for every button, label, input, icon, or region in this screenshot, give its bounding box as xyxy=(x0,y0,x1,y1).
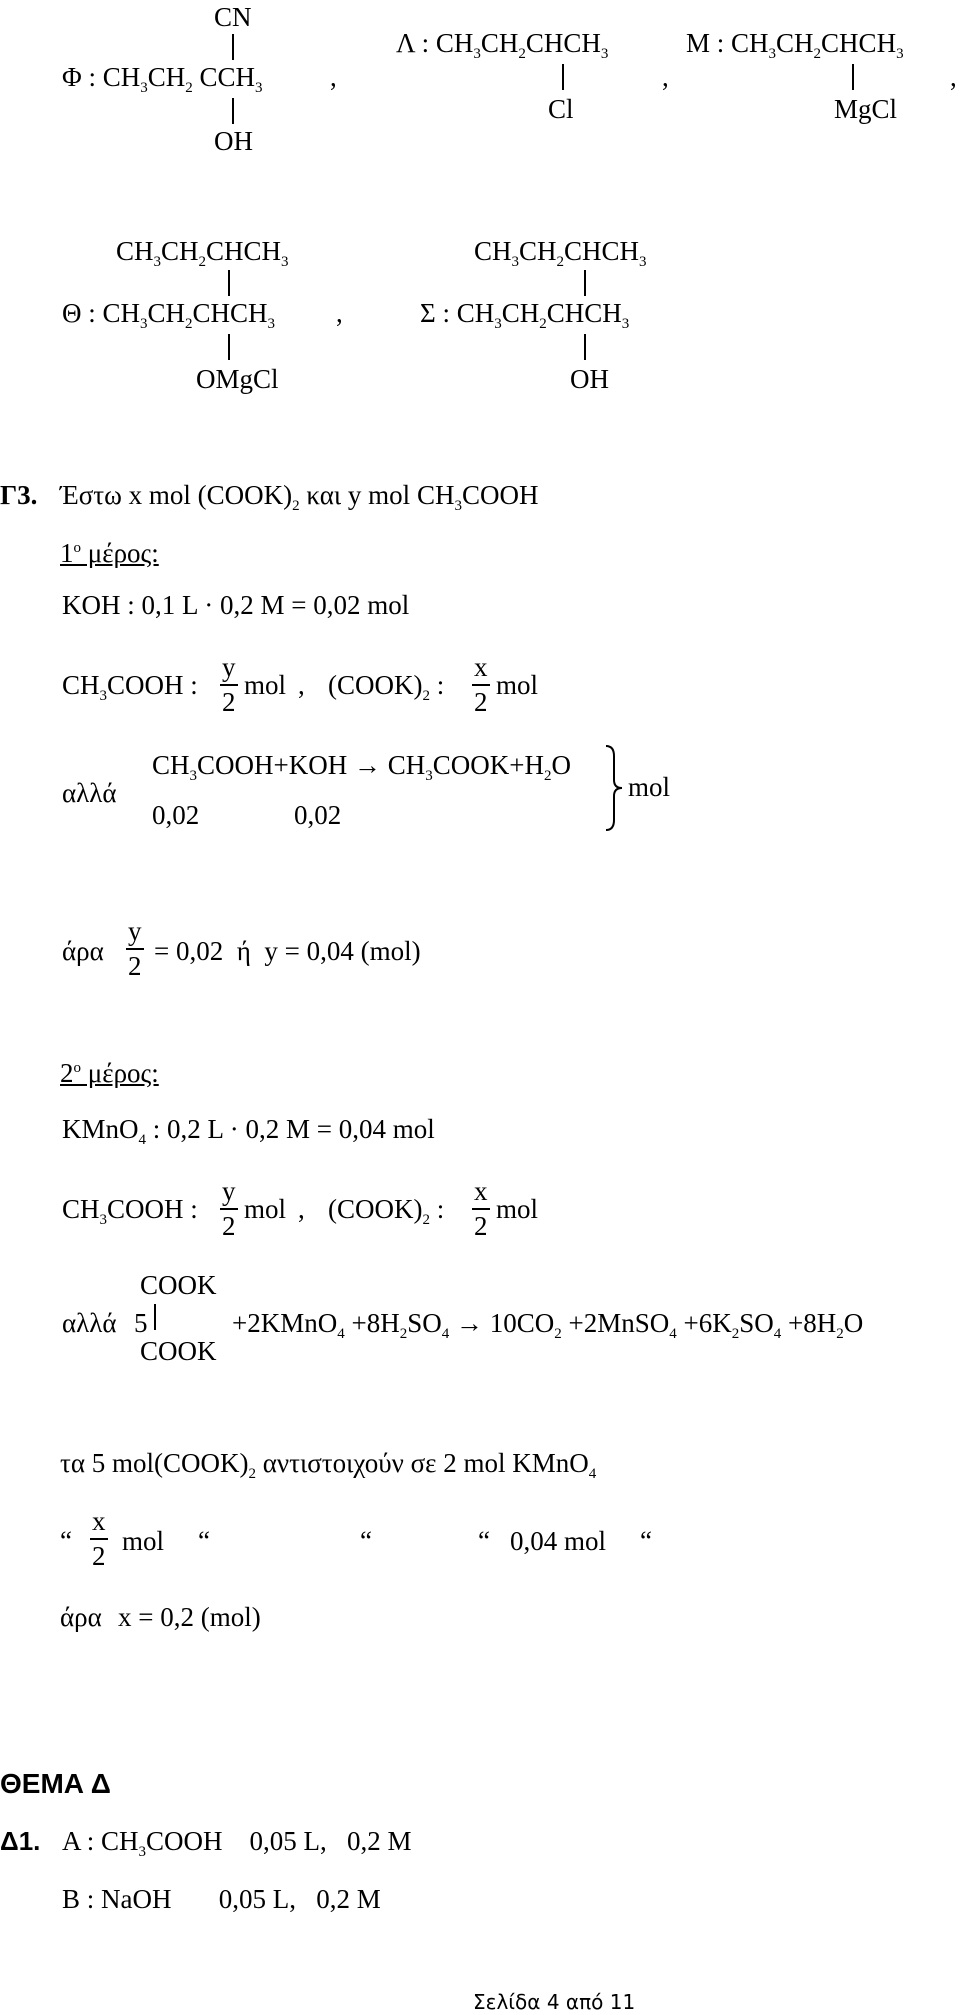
phi-bond-top xyxy=(232,34,234,60)
phi-bottom-group: OH xyxy=(214,126,253,156)
ch3cooh-amount-label-2: $CH_3COOH$ : xyxy=(62,1194,198,1228)
frac-bar xyxy=(90,1538,108,1540)
part2-heading: $2^o$ μέρος: xyxy=(60,1058,159,1088)
g3-intro: Έστω x mol $(COOK)_2$ και y mol $CH_3COOH$ xyxy=(60,480,539,514)
frac-bar xyxy=(220,684,238,686)
lambda-bottom-group: Cl xyxy=(548,94,574,124)
mol-unit: mol xyxy=(496,670,539,700)
frac-bar xyxy=(472,1208,490,1210)
stoich-line: τα 5 $mol(COOK)_2$ αντιστοιχούν σε 2 mol KMnO$_4$ xyxy=(60,1448,597,1482)
y-over-2-fraction xyxy=(220,654,238,716)
g3-label: Γ3. xyxy=(0,480,38,510)
ch3cooh-amount-label: $CH_3COOH$ : xyxy=(62,670,198,704)
mol-unit: mol xyxy=(244,1194,287,1224)
phi-comma: , xyxy=(330,62,337,92)
mol-unit: mol xyxy=(496,1194,539,1224)
frac-num: x xyxy=(474,1176,488,1206)
frac-num: x xyxy=(92,1506,106,1536)
moles-koh: 0,02 xyxy=(294,800,342,830)
mol-unit: mol xyxy=(122,1526,165,1556)
koh-line: KOH : 0,1 L · 0,2 M = 0,02 mol xyxy=(62,590,410,620)
theta-formula: Θ : $CH_3CH_2CHCH_3$ xyxy=(62,298,276,332)
sigma-formula: Σ : $CH_3CH_2CHCH_3$ xyxy=(420,298,630,332)
cook2-amount-label-2: $(COOK)_2$ : xyxy=(328,1194,445,1228)
right-brace-icon xyxy=(604,744,626,832)
ditto-mark-2: “ xyxy=(198,1526,210,1556)
mol-unit: mol xyxy=(244,670,287,700)
x-over-2-fraction-2 xyxy=(472,1178,490,1240)
kmno4-line: KMnO$_4$ : 0,2 L · 0,2 M = 0,04 mol xyxy=(62,1114,435,1148)
theta-bond-bottom xyxy=(228,334,230,360)
sigma-bond-bottom xyxy=(584,334,586,360)
frac-num: x xyxy=(474,652,488,682)
m-formula: M : $CH_3CH_2CHCH_3$ xyxy=(686,28,904,62)
frac-den: 2 xyxy=(92,1541,106,1571)
cook2-amount-label: $(COOK)_2$ : xyxy=(328,670,445,704)
brace-mol-unit: mol xyxy=(628,772,671,802)
moles-ch3cooh: 0,02 xyxy=(152,800,200,830)
thema-title: ΘΕΜΑ Δ xyxy=(0,1768,111,1799)
lambda-bond xyxy=(562,64,564,90)
alla-word-2: αλλά xyxy=(62,1308,117,1338)
ditto-mark-4: “ xyxy=(478,1526,490,1556)
theta-bottom-group: OMgCl xyxy=(196,364,279,394)
y-over-2-result-fraction xyxy=(126,918,144,980)
comma-sep: , xyxy=(298,670,305,700)
reaction-2: +2KMnO$_4$ $+8H_2SO_4 \to 10CO_2$ +2MnSO$_4$ $+6K_2SO_4 +8H_2O$ xyxy=(232,1308,864,1342)
m-bond xyxy=(852,64,854,90)
ditto-mark-3: “ xyxy=(360,1526,372,1556)
part1-heading: $1^o$ μέρος: xyxy=(60,538,159,568)
theta-comma: , xyxy=(336,298,343,328)
ditto-mark-1: “ xyxy=(60,1526,72,1556)
oxalate-bond xyxy=(154,1304,156,1330)
phi-formula: Φ : $CH_3CH_2$ $CCH_3$ xyxy=(62,62,263,96)
ara-word: άρα xyxy=(62,936,104,966)
y-result: = 0,02 ή y = 0,04 (mol) xyxy=(154,936,421,966)
oxalate-bottom: COOK xyxy=(140,1336,217,1366)
m-comma: , xyxy=(950,62,957,92)
comma-sep: , xyxy=(298,1194,305,1224)
frac-num: y xyxy=(222,1176,236,1206)
frac-bar xyxy=(220,1208,238,1210)
theta-bond-top xyxy=(228,270,230,296)
frac-den: 2 xyxy=(474,1211,488,1241)
frac-den: 2 xyxy=(222,687,236,717)
x-over-2-fraction xyxy=(472,654,490,716)
frac-den: 2 xyxy=(474,687,488,717)
d1-label: Δ1. xyxy=(0,1826,41,1856)
frac-num: y xyxy=(222,652,236,682)
m-bottom-group: MgCl xyxy=(834,94,898,124)
oxalate-top: COOK xyxy=(140,1270,217,1300)
phi-top-group: CN xyxy=(214,2,252,32)
page-number: Σελίδα 4 από 11 xyxy=(473,1990,636,2014)
frac-den: 2 xyxy=(128,951,142,981)
sigma-bond-top xyxy=(584,270,586,296)
frac-bar xyxy=(126,948,144,950)
frac-num: y xyxy=(128,916,142,946)
ara-word-2: άρα xyxy=(60,1602,102,1632)
solution-a-line: A : $CH_3COOH$ 0,05 L, 0,2 M xyxy=(62,1826,412,1860)
sigma-bottom-group: OH xyxy=(570,364,609,394)
y-over-2-fraction-2 xyxy=(220,1178,238,1240)
solution-b-line: B : NaOH 0,05 L, 0,2 M xyxy=(62,1884,381,1914)
ditto-mark-5: “ xyxy=(640,1526,652,1556)
theta-top-group: $CH_3CH_2CHCH_3$ xyxy=(116,236,289,270)
frac-bar xyxy=(472,684,490,686)
lambda-formula: Λ : $CH_3CH_2CHCH_3$ xyxy=(396,28,609,62)
sigma-top-group: $CH_3CH_2CHCH_3$ xyxy=(474,236,647,270)
phi-bond-bottom xyxy=(232,98,234,124)
lambda-comma: , xyxy=(662,62,669,92)
alla-word: αλλά xyxy=(62,778,117,808)
reaction-1: $CH_3COOH+KOH$ → $CH_3COOK+H_2O$ xyxy=(152,750,571,784)
frac-den: 2 xyxy=(222,1211,236,1241)
x-over-2-stoich-fraction xyxy=(90,1508,108,1570)
x-result: x = 0,2 (mol) xyxy=(118,1602,261,1632)
oxalate-coefficient: 5 xyxy=(134,1308,148,1338)
kmno4-moles-value: 0,04 mol xyxy=(510,1526,607,1556)
